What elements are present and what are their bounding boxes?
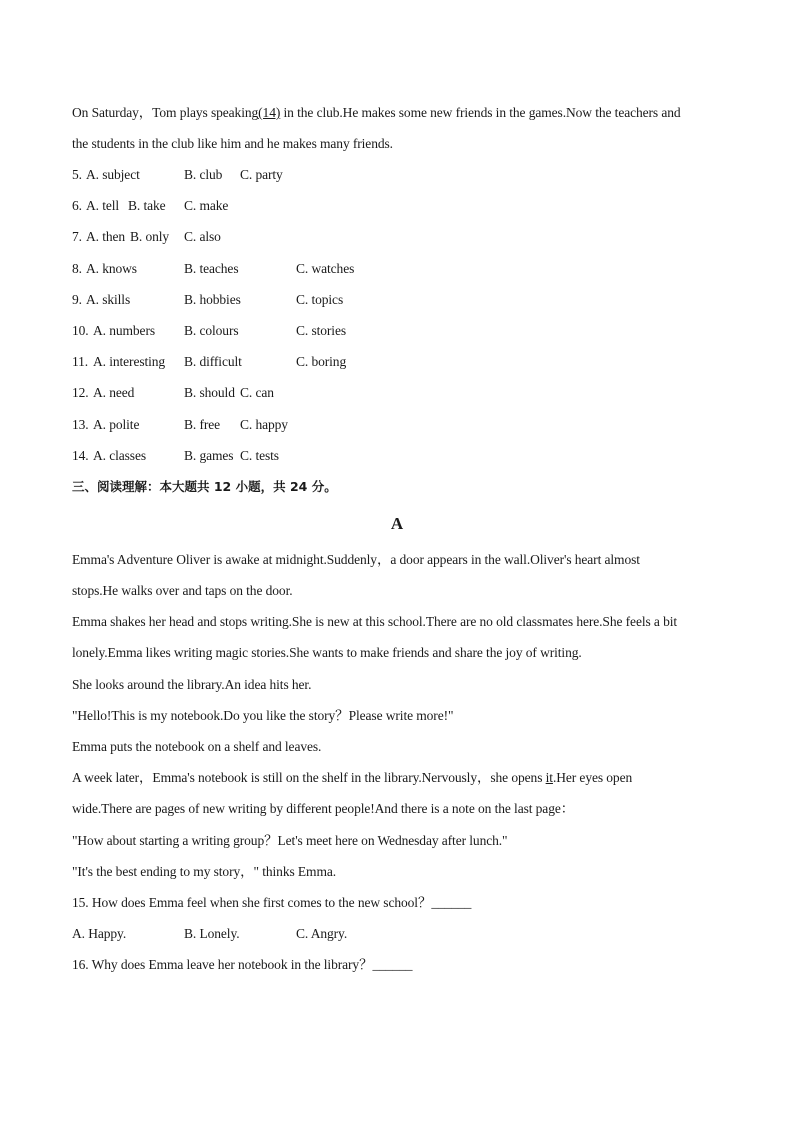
question-number: 14. <box>72 448 89 463</box>
passage-line: Emma puts the notebook on a shelf and leaves. <box>72 739 322 754</box>
option-c: C. watches <box>296 261 355 276</box>
question-15-stem: 15. How does Emma feel when she first comes to the new school？______ <box>72 895 472 910</box>
option-a: A. Happy. <box>72 926 127 941</box>
question-count: 12 <box>213 479 232 494</box>
option-c: C. can <box>240 385 274 400</box>
option-a: A. need <box>93 385 135 400</box>
section-heading <box>72 478 337 496</box>
option-a: A. numbers <box>93 323 155 338</box>
section-text: 分。 <box>307 479 337 494</box>
option-c: C. party <box>240 167 283 182</box>
question-number: 13. <box>72 417 89 432</box>
passage-text: .Her eyes open <box>552 770 633 785</box>
passage-line: "Hello!This is my notebook.Do you like the story？Please write more!" <box>72 708 454 723</box>
option-c: C. Angry. <box>296 926 348 941</box>
question-number: 7. <box>72 229 82 244</box>
passage-line: Emma's Adventure Oliver is awake at midnight.Suddenly，a door appears in the wall.Oliver's heart almost <box>72 552 640 567</box>
score-total: 24 <box>289 479 308 494</box>
underlined-word: it <box>545 770 553 785</box>
passage-line: lonely.Emma likes writing magic stories.She wants to make friends and share the joy of writing. <box>72 645 582 660</box>
option-a: A. subject <box>86 167 140 182</box>
option-c: C. boring <box>296 354 347 369</box>
intro-text: On Saturday，Tom plays speaking <box>72 105 259 120</box>
intro-line-2: the students in the club like him and he makes many friends. <box>72 136 393 151</box>
option-a: A. polite <box>93 417 140 432</box>
option-c: C. topics <box>296 292 344 307</box>
option-a: A. knows <box>86 261 137 276</box>
option-a: A. interesting <box>93 354 166 369</box>
passage-line: "It's the best ending to my story，" thinks Emma. <box>72 864 337 879</box>
question-number: 12. <box>72 385 89 400</box>
option-c: C. tests <box>240 448 279 463</box>
option-b: B. games <box>184 448 234 463</box>
passage-line: "How about starting a writing group？Let's meet here on Wednesday after lunch." <box>72 833 508 848</box>
passage-line: stops.He walks over and taps on the door. <box>72 583 293 598</box>
option-b: B. free <box>184 417 221 432</box>
passage-line <box>72 769 632 787</box>
passage-line: She looks around the library.An idea hits her. <box>72 677 312 692</box>
section-text: 三、阅读理解：本大题共 <box>72 479 214 494</box>
question-number: 11. <box>72 354 89 369</box>
option-c: C. stories <box>296 323 347 338</box>
question-number: 6. <box>72 198 82 213</box>
option-b: B. club <box>184 167 223 182</box>
passage-line: Emma shakes her head and stops writing.She is new at this school.There are no old classmates here.She feels a bit <box>72 614 678 629</box>
option-b: B. teaches <box>184 261 239 276</box>
question-number: 8. <box>72 261 82 276</box>
option-b: B. Lonely. <box>184 926 240 941</box>
question-number: 9. <box>72 292 82 307</box>
option-a: A. tell <box>86 198 120 213</box>
option-a: A. then <box>86 229 126 244</box>
passage-text: A week later，Emma's notebook is still on the shelf in the library.Nervously，she opens <box>72 770 546 785</box>
question-number: 5. <box>72 167 82 182</box>
passage-title: A <box>390 514 404 533</box>
option-b: B. hobbies <box>184 292 241 307</box>
option-c: C. make <box>184 198 229 213</box>
option-a: A. skills <box>86 292 131 307</box>
option-b: B. only <box>130 229 170 244</box>
passage-line: wide.There are pages of new writing by different people!And there is a note on the last page： <box>72 801 575 816</box>
option-c: C. happy <box>240 417 288 432</box>
option-b: B. take <box>128 198 166 213</box>
question-16-stem: 16. Why does Emma leave her notebook in the library？______ <box>72 957 413 972</box>
option-b: B. should <box>184 385 235 400</box>
intro-line-1 <box>72 104 681 122</box>
option-c: C. also <box>184 229 221 244</box>
intro-text: in the club.He makes some new friends in the games.Now the teachers and <box>280 105 681 120</box>
blank-14: (14) <box>258 105 281 120</box>
option-b: B. colours <box>184 323 239 338</box>
question-number: 10. <box>72 323 89 338</box>
option-a: A. classes <box>93 448 146 463</box>
option-b: B. difficult <box>184 354 242 369</box>
section-text: 小题，共 <box>231 479 290 494</box>
